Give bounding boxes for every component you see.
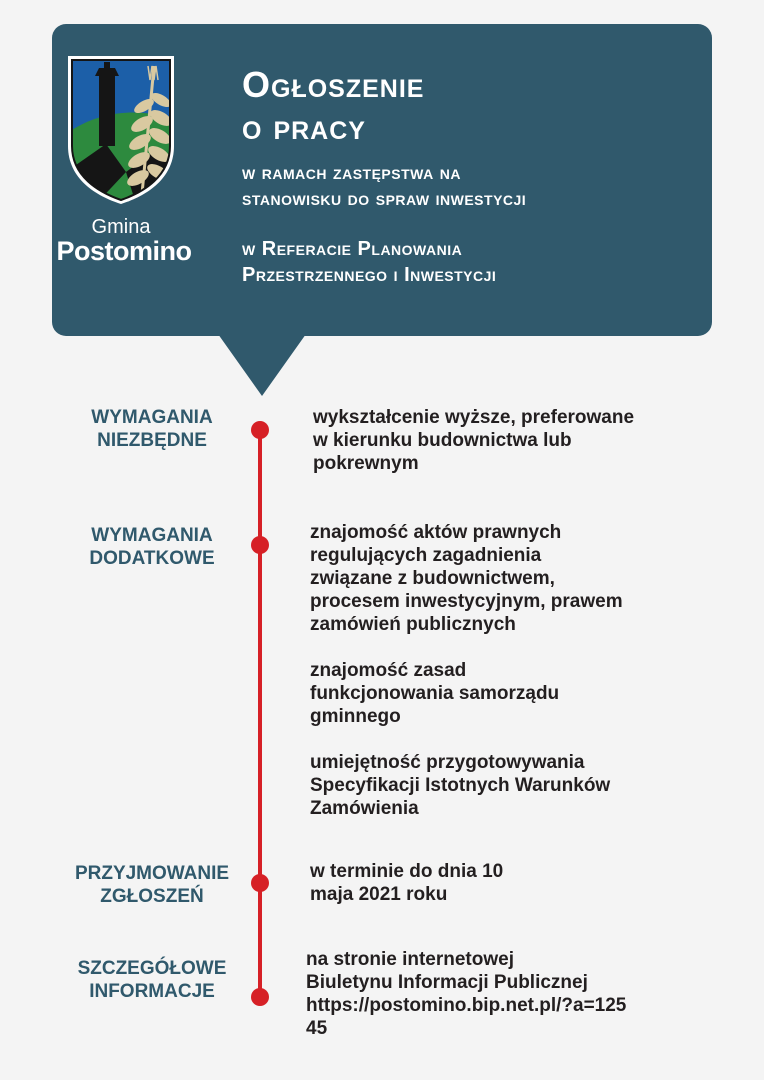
section-text-additional-3: umiejętność przygotowywania Specyfikacji Istotnych Warunków Zamówienia [310, 752, 611, 819]
title-line-2: o pracy [242, 106, 366, 147]
logo-gmina-text: Gmina [91, 216, 151, 238]
subtitle-department: w Referacie Planowania Przestrzennego i Inwestycji [242, 238, 497, 286]
timeline-line [258, 430, 262, 998]
timeline-dot [251, 988, 269, 1006]
details-link[interactable]: https://postomino.bip.net.pl/?a=12545 [306, 995, 627, 1039]
section-text-required: wykształcenie wyższe, preferowane w kierunku budownictwa lub pokrewnym [313, 407, 635, 474]
section-label-details: SZCZEGÓŁOWE INFORMACJE [77, 958, 227, 1002]
timeline-dot [251, 421, 269, 439]
subtitle-position: w ramach zastępstwa na stanowisku do spraw inwestycji [242, 162, 527, 210]
timeline-dot [251, 536, 269, 554]
logo-postomino-text: Postomino [56, 236, 192, 266]
page-title [242, 64, 424, 148]
section-text-submissions: w terminie do dnia 10 maja 2021 roku [310, 861, 504, 905]
section-text-details [306, 948, 636, 1040]
section-text-additional-1: znajomość aktów prawnych regulujących zagadnienia związane z budownictwem, procesem inwestycyjnym, prawem zamówień publicznych [310, 522, 623, 635]
section-text-additional-2: znajomość zasad funkcjonowania samorządu gminnego [310, 660, 560, 727]
banner-pointer [218, 334, 306, 396]
section-label-additional: WYMAGANIA DODATKOWE [89, 525, 215, 569]
gmina-crest-logo [66, 54, 176, 204]
details-line: na stronie internetowej [306, 949, 514, 970]
section-label-submissions: PRZYJMOWANIE ZGŁOSZEŃ [74, 863, 230, 907]
title-line-1: Ogłoszenie [242, 64, 425, 105]
timeline-dot [251, 874, 269, 892]
details-line: Biuletynu Informacji Publicznej [306, 972, 588, 993]
section-label-required: WYMAGANIA NIEZBĘDNE [91, 407, 213, 451]
